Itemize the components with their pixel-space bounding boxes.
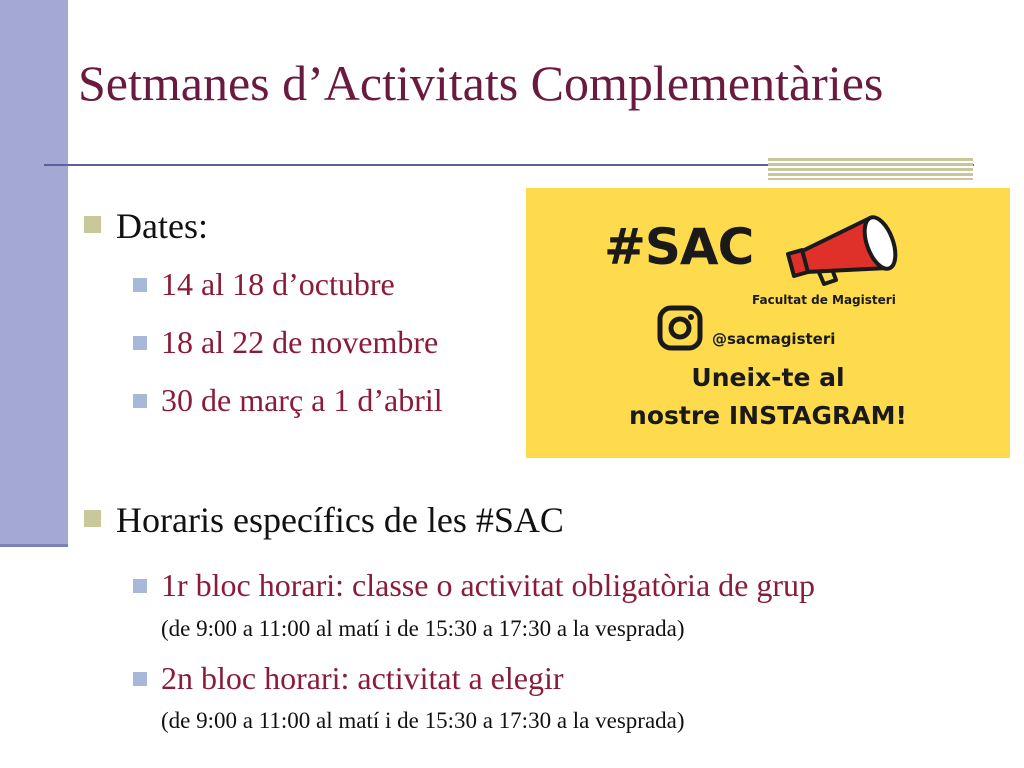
sac-hashtag: #SAC xyxy=(604,218,754,276)
cta-line-2: nostre INSTAGRAM! xyxy=(629,401,907,430)
megaphone-icon xyxy=(784,208,902,286)
date-item: 14 al 18 d’octubre xyxy=(161,266,395,302)
cta-line-1: Uneix-te al xyxy=(691,363,845,392)
slide-title: Setmanes d’Activitats Complementàries xyxy=(78,55,884,111)
horari-note: (de 9:00 a 11:00 al matí i de 15:30 a 17:30 a la vesprada) xyxy=(161,708,685,733)
date-item: 18 al 22 de novembre xyxy=(161,324,439,360)
bullet-square-small xyxy=(133,278,147,292)
left-bar-shadow xyxy=(0,544,68,547)
bullet-square xyxy=(84,216,101,233)
bullet-square xyxy=(84,510,101,527)
horari-note: (de 9:00 a 11:00 al matí i de 15:30 a 17:30 a la vesprada) xyxy=(161,616,685,641)
dates-heading: Dates: xyxy=(116,206,208,246)
bullet-square-small xyxy=(133,672,147,686)
bullet-square-small xyxy=(133,579,147,593)
bullet-square-small xyxy=(133,394,147,408)
date-item: 30 de març a 1 d’abril xyxy=(161,382,443,418)
horaris-heading: Horaris específics de les #SAC xyxy=(116,500,564,540)
horari-item: 1r bloc horari: classe o activitat obligatòria de grup xyxy=(161,567,815,603)
title-accent-stripes xyxy=(768,158,973,180)
instagram-handle: @sacmagisteri xyxy=(712,330,836,348)
banner-subtitle: Facultat de Magisteri xyxy=(752,293,896,307)
horari-item: 2n bloc horari: activitat a elegir xyxy=(161,660,564,696)
instagram-icon xyxy=(656,304,704,352)
bullet-square-small xyxy=(133,336,147,350)
sac-instagram-banner xyxy=(526,188,1010,458)
left-decorative-bar xyxy=(0,0,68,546)
